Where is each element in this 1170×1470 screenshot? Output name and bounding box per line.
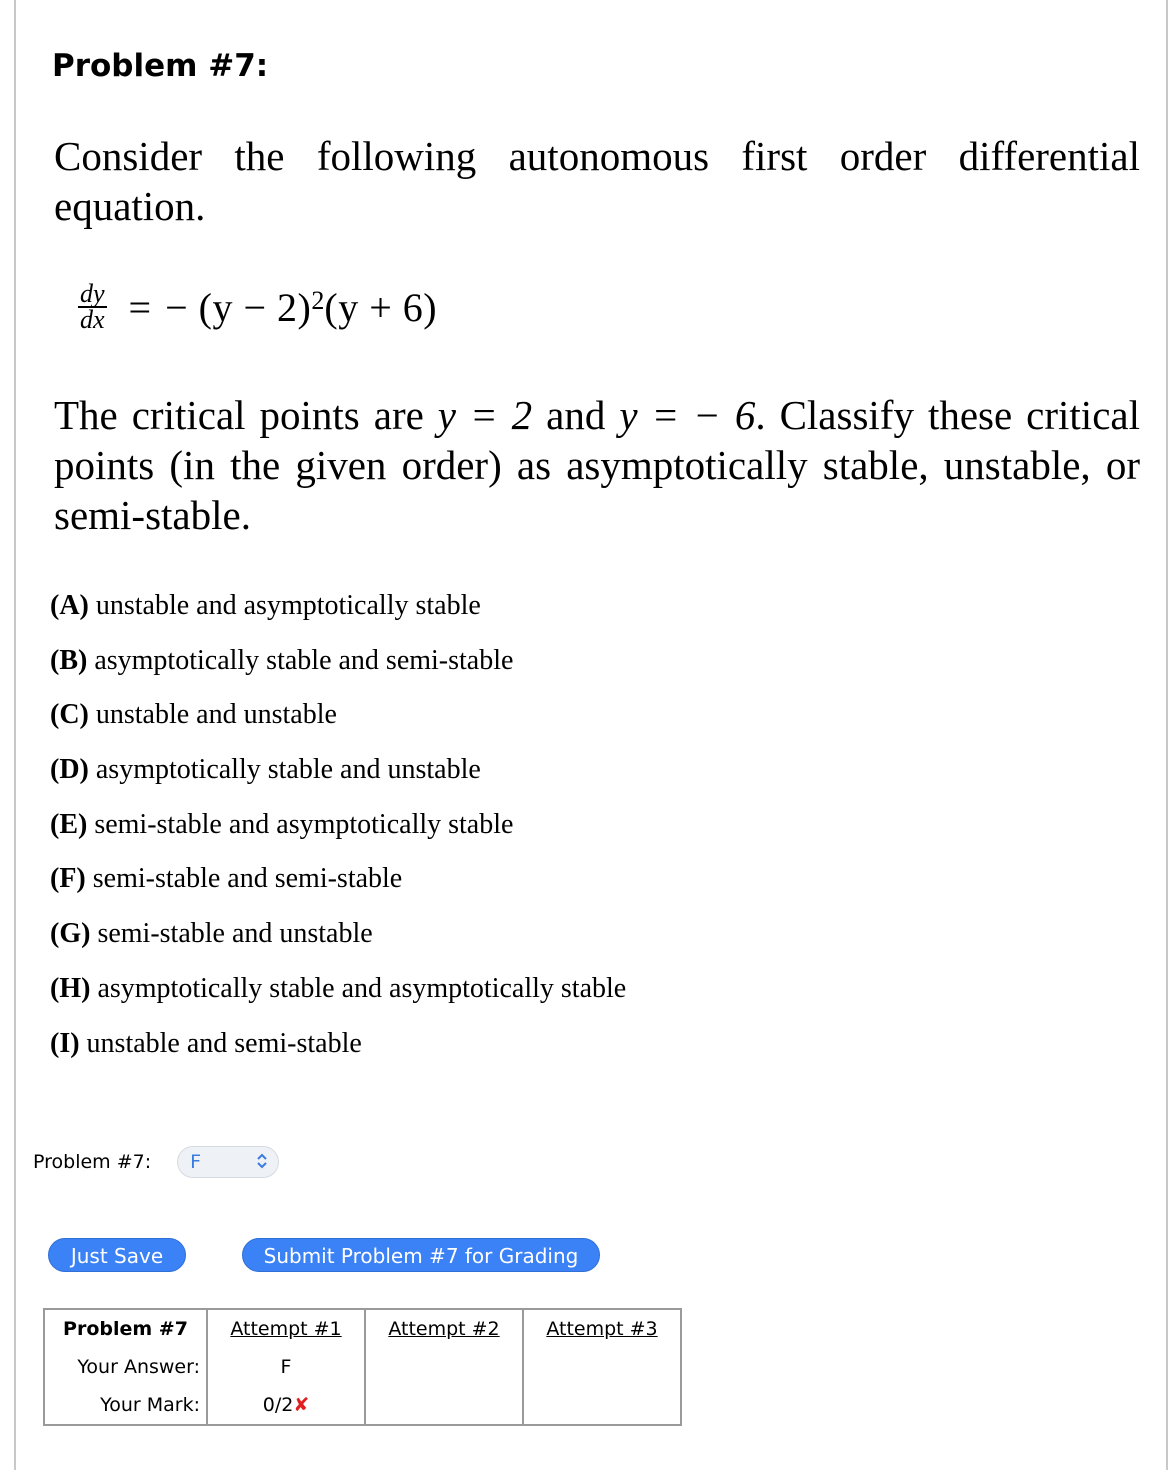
table-row-answer <box>44 1348 681 1386</box>
option-letter: (C) <box>50 699 89 731</box>
option-letter: (G) <box>50 918 91 950</box>
attempt-1-answer: F <box>207 1348 365 1386</box>
table-row-mark <box>44 1386 681 1425</box>
attempt-3-mark <box>523 1386 681 1425</box>
critical-points-text <box>54 390 1140 540</box>
attempt-2-label[interactable]: Attempt #2 <box>388 1318 500 1340</box>
attempt-1-label[interactable]: Attempt #1 <box>230 1318 342 1340</box>
critical-point-1: y = 2 <box>437 392 533 438</box>
attempt-2-mark <box>365 1386 523 1425</box>
option-text: semi-stable and semi-stable <box>92 863 403 895</box>
just-save-button[interactable]: Just Save <box>48 1238 186 1272</box>
option-g <box>50 916 626 971</box>
option-text: asymptotically stable and semi-stable <box>94 644 514 676</box>
answer-row <box>33 1146 279 1178</box>
critical-point-2: y = − 6 <box>619 392 756 438</box>
table-header-row <box>44 1309 681 1348</box>
answer-select-value: F <box>190 1151 202 1173</box>
attempt-3-answer <box>523 1348 681 1386</box>
problem-intro: Consider the following autonomous first order differential equation. <box>54 133 1140 229</box>
option-d <box>50 752 626 807</box>
attempt-1-mark <box>207 1386 365 1425</box>
attempt-1-link[interactable] <box>207 1309 365 1348</box>
option-letter: (D) <box>50 754 89 786</box>
option-b <box>50 643 626 698</box>
critical-text-part2: and <box>532 392 620 438</box>
option-text: unstable and unstable <box>95 699 337 731</box>
option-e <box>50 807 626 862</box>
option-letter: (E) <box>50 808 88 840</box>
your-mark-label: Your Mark: <box>44 1386 207 1425</box>
fraction-denominator: dx <box>80 305 105 334</box>
option-letter: (A) <box>50 590 89 621</box>
submit-button[interactable]: Submit Problem #7 for Grading <box>242 1238 600 1272</box>
option-c <box>50 697 626 752</box>
x-mark-icon: ✘ <box>293 1394 310 1416</box>
attempt-2-link[interactable] <box>365 1309 523 1348</box>
equals-sign: = <box>128 284 152 330</box>
option-text: semi-stable and asymptotically stable <box>94 808 514 840</box>
option-f <box>50 861 626 916</box>
attempt-2-answer <box>365 1348 523 1386</box>
differential-equation <box>78 279 438 334</box>
rhs-exponent: 2 <box>311 286 325 315</box>
option-h <box>50 971 626 1026</box>
answer-label: Problem #7: <box>33 1151 152 1173</box>
attempt-3-link[interactable] <box>523 1309 681 1348</box>
option-letter: (H) <box>50 972 91 1004</box>
option-letter: (B) <box>50 644 88 676</box>
rhs-first-factor: − (y − 2) <box>165 284 312 330</box>
critical-text-part3: . Classify these critical points (in the given order) as asymptotically stable, unstable, or semi-stable. <box>54 392 1140 538</box>
option-i <box>50 1026 626 1081</box>
option-letter: (F) <box>50 863 86 895</box>
critical-text-part1: The critical points are <box>54 392 438 438</box>
attempt-1-mark-value: 0/2 <box>262 1394 294 1416</box>
answer-select[interactable] <box>177 1146 279 1178</box>
attempt-3-label[interactable]: Attempt #3 <box>546 1318 658 1340</box>
answer-options <box>50 588 626 1080</box>
option-letter: (I) <box>50 1027 80 1059</box>
chevron-up-down-icon <box>256 1153 268 1172</box>
table-header-problem: Problem #7 <box>44 1309 207 1348</box>
option-text: semi-stable and unstable <box>97 918 373 950</box>
option-text: unstable and semi-stable <box>86 1027 362 1059</box>
fraction-numerator: dy <box>80 279 105 308</box>
your-answer-label: Your Answer: <box>44 1348 207 1386</box>
derivative-fraction <box>78 279 107 334</box>
option-a <box>50 588 626 643</box>
option-text: unstable and asymptotically stable <box>95 590 481 621</box>
option-text: asymptotically stable and asymptotically stable <box>97 972 627 1004</box>
option-text: asymptotically stable and unstable <box>95 754 481 786</box>
rhs-second-factor: (y + 6) <box>324 284 438 330</box>
problem-title: Problem #7: <box>52 48 269 84</box>
attempts-table <box>43 1308 682 1426</box>
